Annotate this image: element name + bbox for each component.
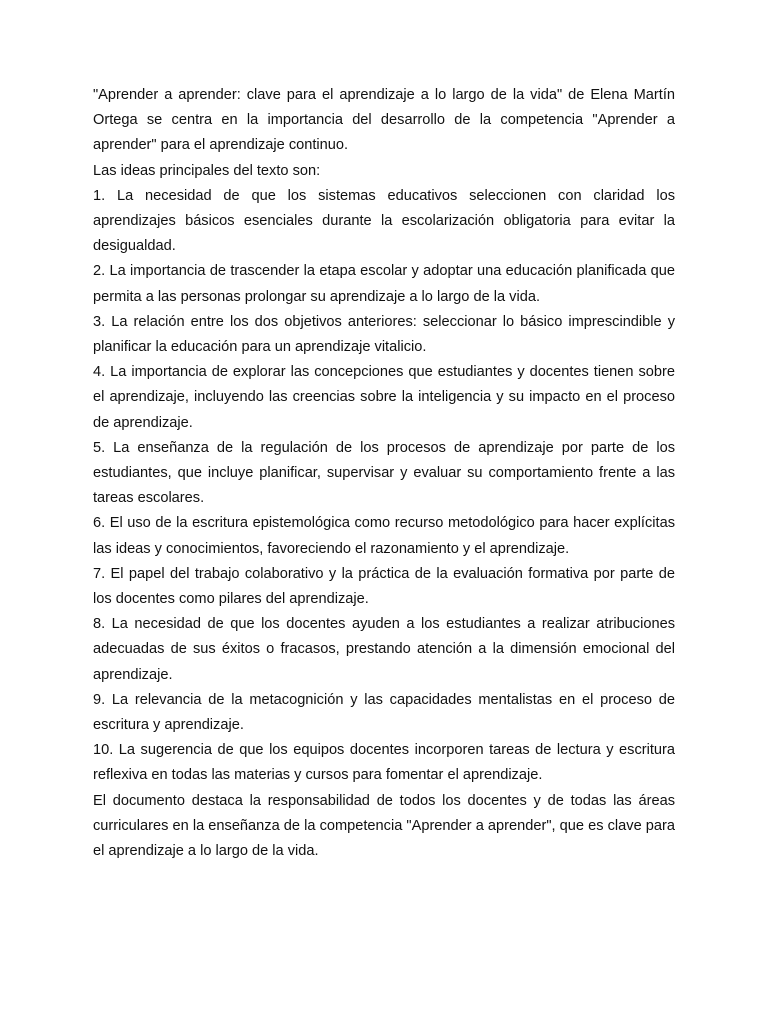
list-item: 7. El papel del trabajo colaborativo y la práctica de la evaluación formativa por parte de los docentes como pilares del aprendizaje. [93,565,675,608]
document-body [93,83,675,864]
list-item: 10. La sugerencia de que los equipos docentes incorporen tareas de lectura y escritura reflexiva en todas las materias y cursos para fomentar el aprendizaje. [93,742,675,784]
lead-paragraph: Las ideas principales del texto son: [93,162,321,179]
list-item: 6. El uso de la escritura epistemológica como recurso metodológico para hacer explícitas las ideas y conocimientos, favoreciendo el razonamiento y el aprendizaje. [93,515,675,557]
conclusion-paragraph: El documento destaca la responsabilidad de todos los docentes y de todas las áreas curriculares en la enseñanza de la competencia "Aprender a aprender", que es clave para el aprendizaje a lo largo de la vida. [93,792,675,860]
list-item: 8. La necesidad de que los docentes ayuden a los estudiantes a realizar atribuciones adecuadas de sus éxitos o fracasos, prestando atención a la dimensión emocional del aprendizaje. [93,616,675,683]
list-item: 5. La enseñanza de la regulación de los procesos de aprendizaje por parte de los estudiantes, que incluye planificar, supervisar y evaluar su comportamiento frente a las tareas escolares. [93,439,675,507]
list-item: 3. La relación entre los dos objetivos anteriores: seleccionar lo básico imprescindible y planificar la educación para un aprendizaje vitalicio. [93,313,675,356]
intro-paragraph: "Aprender a aprender: clave para el aprendizaje a lo largo de la vida" de Elena Martín Ortega se centra en la importancia del desarrollo de la competencia "Aprender a aprender" para el aprendizaje continuo. [93,87,675,154]
list-item: 9. La relevancia de la metacognición y las capacidades mentalistas en el proceso de escritura y aprendizaje. [93,691,675,734]
list-item: 4. La importancia de explorar las concepciones que estudiantes y docentes tienen sobre el aprendizaje, incluyendo las creencias sobre la inteligencia y su impacto en el proceso de aprendizaje. [93,364,675,431]
list-item: 1. La necesidad de que los sistemas educativos seleccionen con claridad los aprendizajes básicos esenciales durante la escolarización obligatoria para evitar la desigualdad. [93,187,675,255]
list-item: 2. La importancia de trascender la etapa escolar y adoptar una educación planificada que permita a las personas prolongar su aprendizaje a lo largo de la vida. [93,263,675,305]
